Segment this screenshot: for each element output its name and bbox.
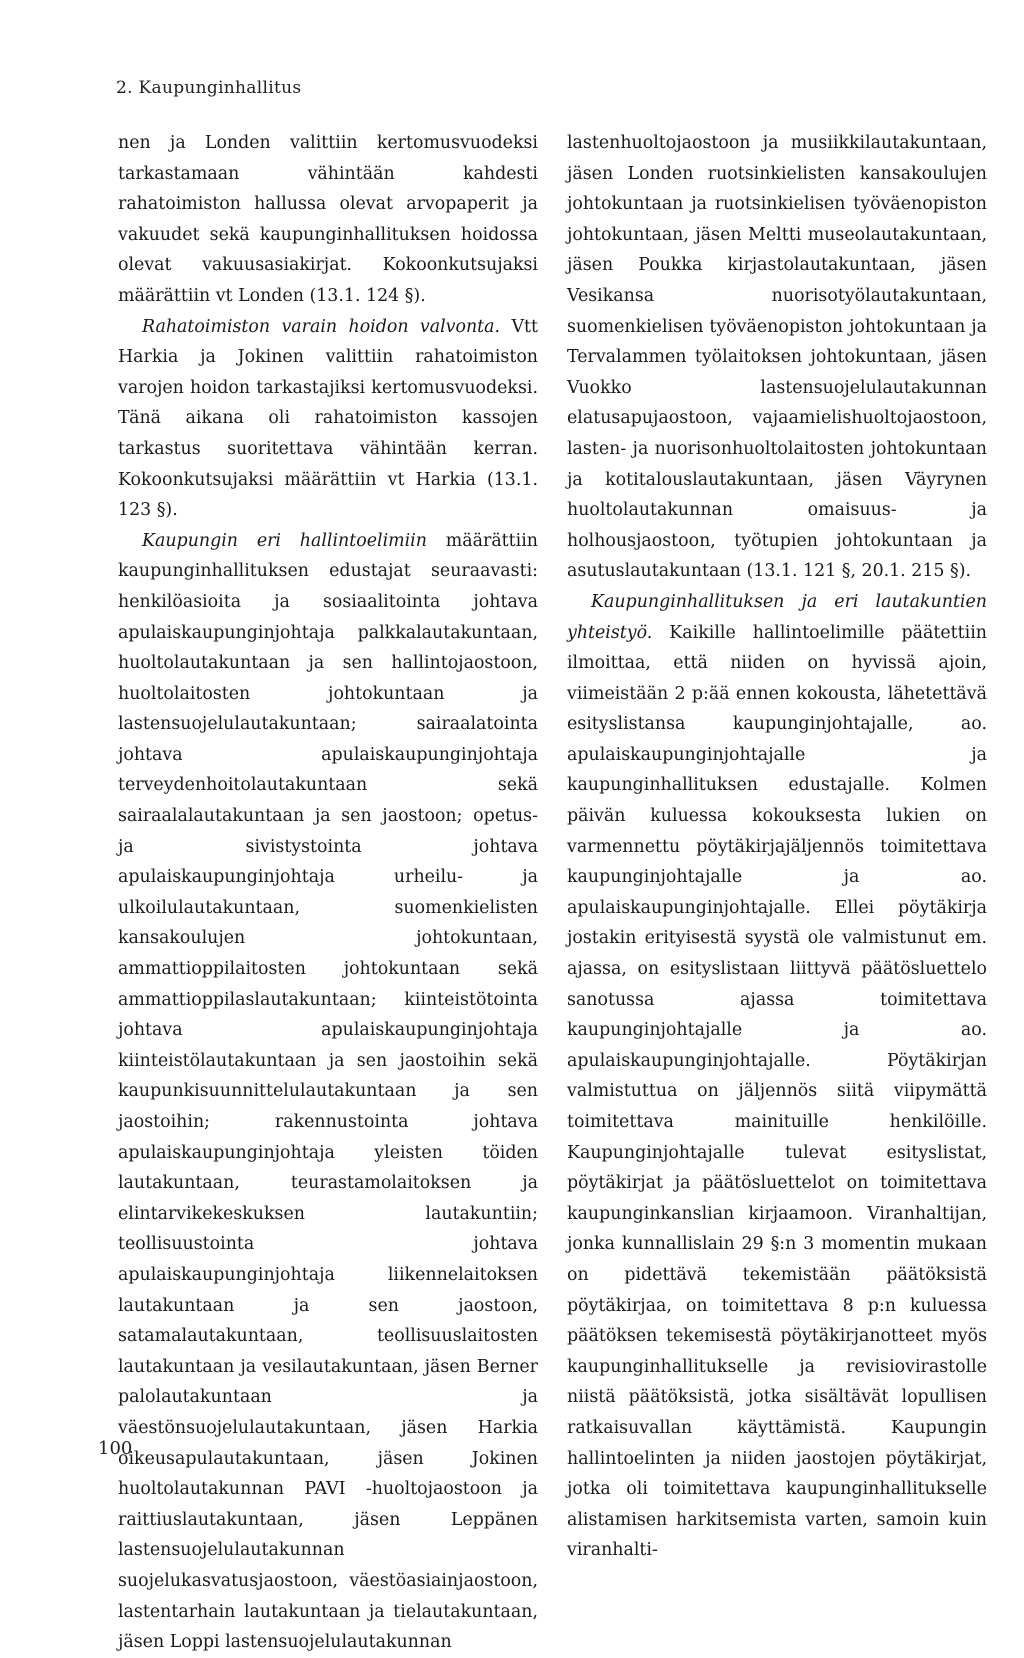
paragraph-representatives bbox=[118, 526, 538, 1658]
section-heading-representatives: Kaupungin eri hallintoelimiin bbox=[142, 530, 427, 551]
section-heading-cooperation: Kaupunginhallituksen ja eri lautakuntien yhteistyö. bbox=[567, 591, 987, 643]
paragraph-cooperation-text: Kaikille hallintoelimille päätettiin ilmoittaa, että niiden on hyvissä ajoin, viimeistään 2 p:ää ennen kokousta, lähetettävä esityslistansa kaupunginjohtajalle, ao. apulaiskaupunginjohtajalle ja kaupunginhallituksen edustajalle. Kolmen päivän kuluessa kokouksesta lukien on varmennettu pöytäkirjajäljennös toimitettava kaupunginjohtajalle ja ao. apulaiskaupunginjohtajalle. Ellei pöytäkirja jostakin erityisestä syystä ole valmistunut em. ajassa, on esityslistaan liittyvä päätösluettelo sanotussa ajassa toimitettava kaupunginjohtajalle ja ao. apulaiskaupunginjohtajalle. Pöytäkirjan valmistuttua on jäljennös siitä viipymättä toimitettava mainituille henkilöille. Kaupunginjohtajalle tulevat esityslistat, pöytäkirjat ja päätösluettelot on toimitettava kaupunginkanslian kirjaamoon. Viranhaltijan, jonka kunnallislain 29 §:n 3 momentin mukaan on pidettävä tekemistään päätöksistä pöytäkirjaa, on toimitettava 8 p:n kuluessa päätöksen tekemisestä pöytäkirjanotteet myös kaupunginhallitukselle ja revisiovirastolle niistä päätöksistä, jotka sisältävät lopullisen ratkaisuvallan käyttämistä. Kaupungin hallintoelinten ja niiden jaostojen pöytäkirjat, jotka oli toimitettava kaupunginhallitukselle alistamisen harkitsemista varten, samoin kuin viranhalti- bbox=[567, 622, 987, 1561]
paragraph-representatives-continued: lastenhuoltojaostoon ja musiikkilautakuntaan, jäsen Londen ruotsinkielisten kansakoulujen johtokuntaan ja ruotsinkielisen työväenopiston johtokuntaan, jäsen Meltti museolautakuntaan, jäsen Poukka kirjastolautakuntaan, jäsen Vesikansa nuorisotyölautakuntaan, suomenkielisen työväenopiston johtokuntaan ja Tervalammen työlaitoksen johtokuntaan, jäsen Vuokko lastensuojelulautakunnan elatusapujaostoon, vajaamielishuoltojaostoon, lasten- ja nuorisonhuoltolaitosten johtokuntaan ja kotitalouslautakuntaan, jäsen Väyrynen huoltolautakunnan omaisuus- ja holhousjaostoon, työtupien johtokuntaan ja asutuslautakuntaan (13.1. 121 §, 20.1. 215 §). bbox=[567, 133, 987, 582]
left-column bbox=[118, 128, 538, 1658]
running-head: 2. Kaupunginhallitus bbox=[116, 78, 302, 98]
paragraph-fund-supervision bbox=[118, 312, 538, 526]
paragraph-fund-supervision-text: Vtt Harkia ja Jokinen valittiin rahatoimiston varojen hoidon tarkastajiksi kertomusvuodeksi. Tänä aikana oli rahatoimiston kassojen tarkastus suoritettava vähintään kerran. Kokoonkutsujaksi määrättiin vt Harkia (13.1. 123 §). bbox=[118, 316, 538, 521]
right-column bbox=[567, 128, 987, 1566]
paragraph-cooperation bbox=[567, 587, 987, 1566]
section-heading-fund-supervision: Rahatoimiston varain hoidon valvonta. bbox=[142, 316, 501, 337]
paragraph-representatives-text: määrättiin kaupunginhallituksen edustajat seuraavasti: henkilöasioita ja sosiaalitointa johtava apulaiskaupunginjohtaja palkkalautakuntaan, huoltolautakuntaan ja sen hallintojaostoon, huoltolaitosten johtokuntaan ja lastensuojelulautakuntaan; sairaalatointa johtava apulaiskaupunginjohtaja terveydenhoitolautakuntaan sekä sairaalalautakuntaan ja sen jaostoon; opetus- ja sivistystointa johtava apulaiskaupunginjohtaja urheilu- ja ulkoilulautakuntaan, suomenkielisten kansakoulujen johtokuntaan, ammattioppilaitosten johtokuntaan sekä ammattioppilaslautakuntaan; kiinteistötointa johtava apulaiskaupunginjohtaja kiinteistölautakuntaan ja sen jaostoihin sekä kaupunkisuunnittelulautakuntaan ja sen jaostoihin; rakennustointa johtava apulaiskaupunginjohtaja yleisten töiden lautakuntaan, teurastamolaitoksen ja elintarvikekeskuksen lautakuntiin; teollisuustointa johtava apulaiskaupunginjohtaja liikennelaitoksen lautakuntaan ja sen jaostoon, satamalautakuntaan, teollisuuslaitosten lautakuntaan ja vesilautakuntaan, jäsen Berner palolautakuntaan ja väestönsuojelulautakuntaan, jäsen Harkia oikeusapulautakuntaan, jäsen Jokinen huoltolautakunnan PAVI -huoltojaostoon ja raittiuslautakuntaan, jäsen Leppänen lastensuojelulautakunnan suojelukasvatusjaostoon, väestöasiainjaostoon, lastentarhain lautakuntaan ja tielautakuntaan, jäsen Loppi lastensuojelulautakunnan bbox=[118, 530, 538, 1653]
page-number: 100 bbox=[98, 1438, 133, 1459]
paragraph-auditors: nen ja Londen valittiin kertomusvuodeksi tarkastamaan vähintään kahdesti rahatoimiston hallussa olevat arvopaperit ja vakuudet sekä kaupunginhallituksen hoidossa olevat vakuusasiakirjat. Kokoonkutsujaksi määrättiin vt Londen (13.1. 124 §). bbox=[118, 133, 538, 306]
